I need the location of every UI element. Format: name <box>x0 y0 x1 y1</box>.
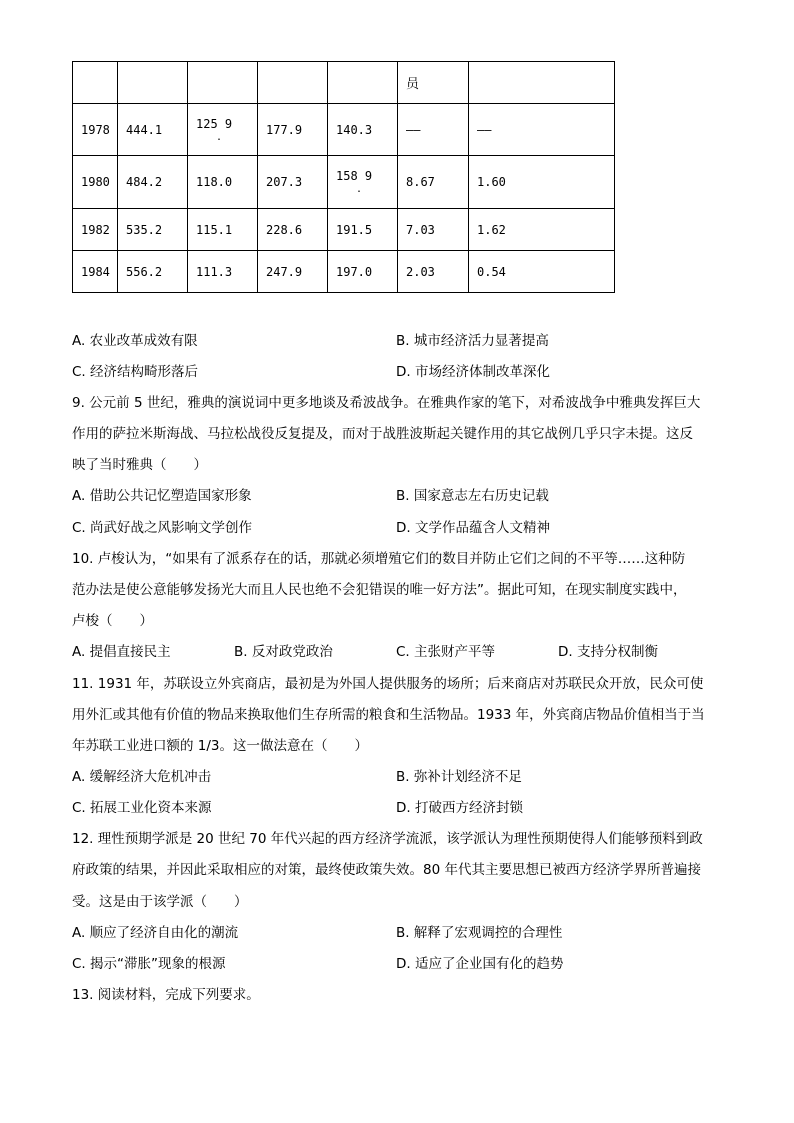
q12-option-d: D. 适应了企业国有化的趋势 <box>396 956 564 972</box>
table-cell: 8.67 <box>398 156 469 209</box>
q10-option-b: B. 反对政党政治 <box>234 644 333 660</box>
table-cell: —— <box>398 104 469 156</box>
table-cell <box>328 62 398 104</box>
q9-stem-line: 作用的萨拉米斯海战、马拉松战役反复提及，而对于战胜波斯起关键作用的其它战例几乎只字未提。这反 <box>72 426 693 442</box>
q11-option-d: D. 打破西方经济封锁 <box>396 800 523 816</box>
table-header-row <box>73 62 615 104</box>
q8-option-c: C. 经济结构畸形落后 <box>72 364 199 380</box>
table-cell <box>118 62 188 104</box>
q12-stem-line: 受。这是由于该学派（ ） <box>72 894 248 910</box>
q11-option-c: C. 拓展工业化资本来源 <box>72 800 212 816</box>
stray-dot: . <box>356 184 363 195</box>
cell-value: 125 9 <box>196 116 233 131</box>
q11-stem-line: 11. 1931 年，苏联设立外宾商店，最初是为外国人提供服务的场所；后来商店对苏联民众开放，民众可使 <box>72 676 704 692</box>
table-cell <box>188 104 258 156</box>
table-row <box>73 104 615 156</box>
q9-option-a: A. 借助公共记忆塑造国家形象 <box>72 488 252 504</box>
q10-stem-line: 范办法是使公意能够发扬光大而且人民也绝不会犯错误的唯一好方法”。据此可知，在现实制度实践中， <box>72 582 687 598</box>
q11-option-b: B. 弥补计划经济不足 <box>396 769 522 785</box>
table-cell: 207.3 <box>258 156 328 209</box>
table-cell: 员 <box>398 62 469 104</box>
table-cell: 191.5 <box>328 209 398 251</box>
q9-stem-line: 9. 公元前 5 世纪，雅典的演说词中更多地谈及希波战争。在雅典作家的笔下，对希波战争中雅典发挥巨大 <box>72 395 701 411</box>
table-row <box>73 251 615 293</box>
table-cell: 197.0 <box>328 251 398 293</box>
q10-stem-line: 卢梭（ ） <box>72 613 153 629</box>
q9-stem-line: 映了当时雅典（ ） <box>72 457 207 473</box>
table-cell: 0.54 <box>469 251 615 293</box>
table-cell: 118.0 <box>188 156 258 209</box>
stray-dot: . <box>216 132 223 143</box>
q9-option-c: C. 尚武好战之风影响文学创作 <box>72 520 253 536</box>
q12-option-b: B. 解释了宏观调控的合理性 <box>396 925 563 941</box>
table-cell-year: 1982 <box>73 209 118 251</box>
table-cell: 111.3 <box>188 251 258 293</box>
q8-option-a: A. 农业改革成效有限 <box>72 333 198 349</box>
q10-option-d: D. 支持分权制衡 <box>558 644 658 660</box>
q10-stem-line: 10. 卢梭认为，“如果有了派系存在的话，那就必须增殖它们的数目并防止它们之间的不平等……这种防 <box>72 551 686 567</box>
table-cell <box>469 62 615 104</box>
q13-stem-line: 13. 阅读材料，完成下列要求。 <box>72 987 260 1003</box>
table-cell-year: 1980 <box>73 156 118 209</box>
table-cell: 556.2 <box>118 251 188 293</box>
table-cell: 247.9 <box>258 251 328 293</box>
q9-option-b: B. 国家意志左右历史记载 <box>396 488 549 504</box>
table-cell: 2.03 <box>398 251 469 293</box>
table-row <box>73 156 615 209</box>
table-cell: 7.03 <box>398 209 469 251</box>
statistics-table <box>72 61 615 293</box>
q8-option-b: B. 城市经济活力显著提高 <box>396 333 549 349</box>
table-cell <box>188 62 258 104</box>
q9-option-d: D. 文学作品蕴含人文精神 <box>396 520 550 536</box>
table-cell: —— <box>469 104 615 156</box>
table-cell: 228.6 <box>258 209 328 251</box>
q11-stem-line: 用外汇或其他有价值的物品来换取他们生存所需的粮食和生活物品。1933 年，外宾商店物品价值相当于当 <box>72 707 705 723</box>
q12-option-a: A. 顺应了经济自由化的潮流 <box>72 925 239 941</box>
table-cell: 1.60 <box>469 156 615 209</box>
table-cell <box>258 62 328 104</box>
table-cell: 177.9 <box>258 104 328 156</box>
table-cell: 140.3 <box>328 104 398 156</box>
cell-value: 158 9 <box>336 169 373 183</box>
q11-stem-line: 年苏联工业进口额的 1/3。这一做法意在（ ） <box>72 738 369 754</box>
q10-option-c: C. 主张财产平等 <box>396 644 496 660</box>
table-cell <box>328 156 398 209</box>
q8-option-d: D. 市场经济体制改革深化 <box>396 364 550 380</box>
table-cell <box>73 62 118 104</box>
table-cell-year: 1978 <box>73 104 118 156</box>
table-cell: 535.2 <box>118 209 188 251</box>
q12-option-c: C. 揭示“滞胀”现象的根源 <box>72 956 226 972</box>
table-cell: 484.2 <box>118 156 188 209</box>
table-cell-year: 1984 <box>73 251 118 293</box>
q10-option-a: A. 提倡直接民主 <box>72 644 171 660</box>
q12-stem-line: 府政策的结果，并因此采取相应的对策，最终使政策失效。80 年代其主要思想已被西方经济学界所普遍接 <box>72 862 701 878</box>
table-cell: 444.1 <box>118 104 188 156</box>
q12-stem-line: 12. 理性预期学派是 20 世纪 70 年代兴起的西方经济学流派，该学派认为理性预期使得人们能够预料到政 <box>72 831 703 847</box>
table-row <box>73 209 615 251</box>
table-cell: 115.1 <box>188 209 258 251</box>
table-cell: 1.62 <box>469 209 615 251</box>
q11-option-a: A. 缓解经济大危机冲击 <box>72 769 212 785</box>
